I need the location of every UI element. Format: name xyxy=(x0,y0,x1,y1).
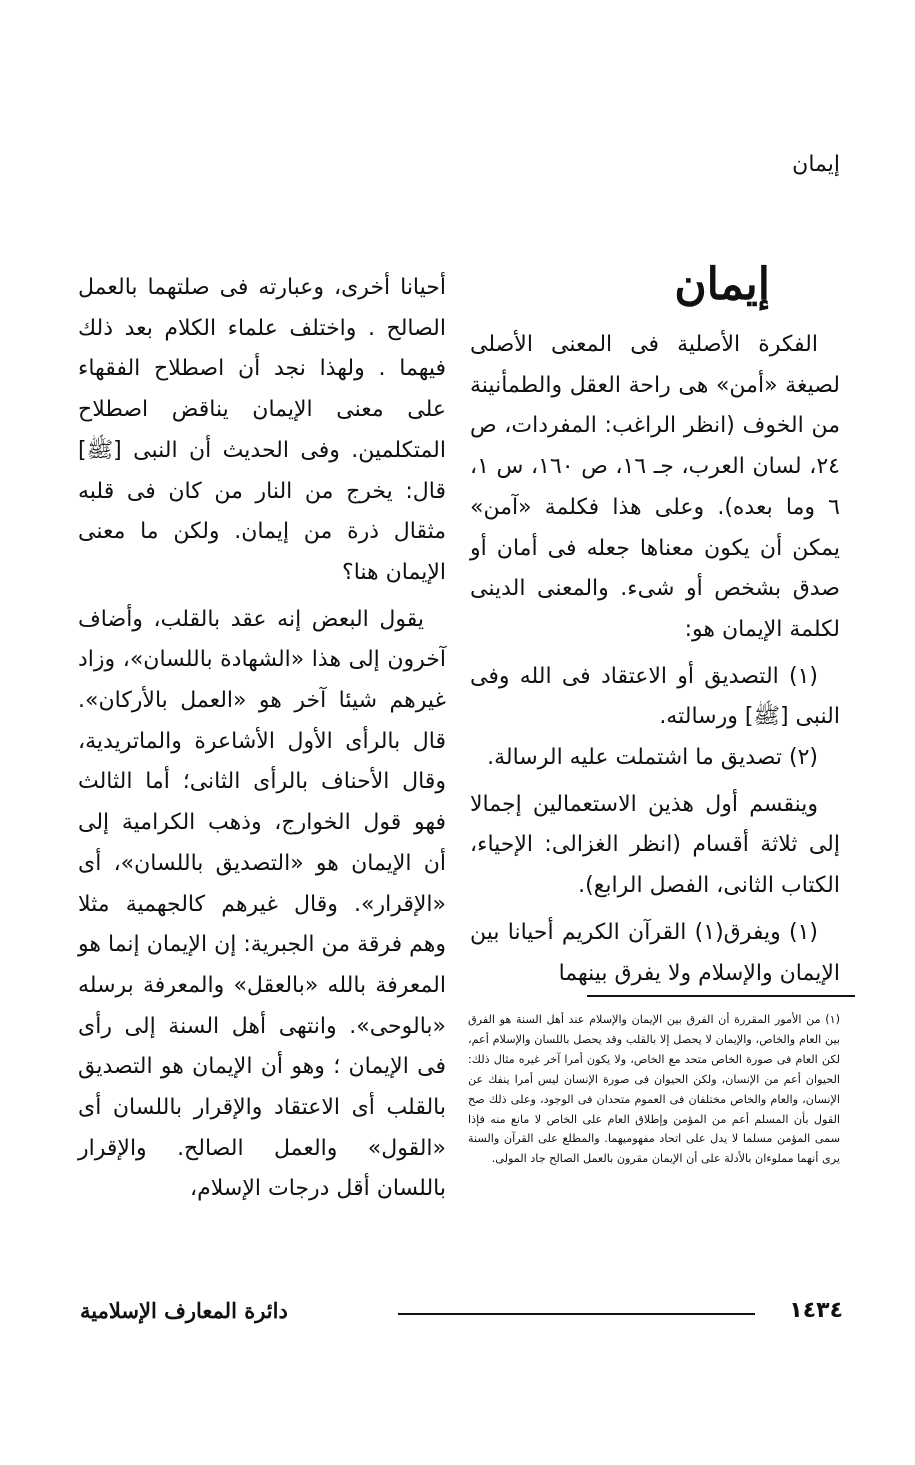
footnote-divider xyxy=(587,995,855,997)
paragraph: أحيانا أخرى، وعبارته فى صلتهما بالعمل الصالح . واختلف علماء الكلام بعد ذلك فيهما . ولهذا نجد أن اصطلاح الفقهاء على معنى الإيمان يناقض اصطلاح المتكلمين. وفى الحديث أن النبى [ﷺ] قال: يخرج من النار من كان فى قلبه مثقال ذرة من إيمان. ولكن ما معنى الإيمان هنا؟ xyxy=(78,275,446,585)
paragraph: (١) ويفرق(١) القرآن الكريم أحيانا بين الإيمان والإسلام ولا يفرق بينهما xyxy=(470,919,840,986)
paragraph: يقول البعض إنه عقد بالقلب، وأضاف آخرون إلى هذا «الشهادة باللسان»، وزاد غيرهم شيئا آخر هو «العمل بالأركان». قال بالرأى الأول الأشاعرة والماتريدية، وقال الأحناف بالرأى الثانى؛ أما الثالث فهو قول الخوارج، وذهب الكرامية إلى أن الإيمان هو «التصديق باللسان»، أى «الإقرار». وقال غيرهم كالجهمية مثلا وهم فرقة من الجبرية: إن الإيمان إنما هو المعرفة بالله «بالعقل» والمعرفة برسله «بالوحى». وانتهى أهل السنة إلى رأى فى الإيمان ؛ وهو أن الإيمان هو التصديق بالقلب أى الاعتقاد والإقرار باللسان أى «القول» والعمل الصالح. والإقرار باللسان أقل درجات الإسلام، xyxy=(78,606,446,1202)
footnote-text: (١) من الأمور المقررة أن الفرق بين الإيمان والإسلام عند أهل السنة هو الفرق بين العام والخاص، والإيمان لا يحصل إلا بالقلب وقد يحصل باللسان والإسلام أعم، لكن العام فى صورة الخاص متحد مع الخاص، ولا يكون أمرا آخر غيره مثال ذلك: الحيوان أعم من الإنسان، ولكن الحيوان فى صورة الإنسان ليس أمرا ينفك عن الإنسان، والعام والخاص مختلفان فى العموم متحدان فى الوجود، وعلى ذلك صح القول بأن المسلم أعم من المؤمن وإطلاق العام على الخاص لا مانع منه فإذا سمى المؤمن مسلما لا يدل على اتحاد مفهوميهما. والمطلع على القرآن والسنة يرى أنهما مملوءان بالأدلة على أن الإيمان مقرون بالعمل الصالح جاد المولى. xyxy=(468,1013,840,1166)
article-left-column xyxy=(78,268,446,1210)
running-head: إيمان xyxy=(792,152,840,177)
article-title: إيمان xyxy=(674,259,770,310)
paragraph: الفكرة الأصلية فى المعنى الأصلى لصيغة «أمن» هى راحة العقل والطمأنينة من الخوف (انظر الراغب: المفردات، ص ٢٤، لسان العرب، جـ ١٦، ص ١٦٠، س ١، ٦ وما بعده). وعلى هذا فكلمة «آمن» يمكن أن يكون معناها جعله فى أمان أو صدق بشخص أو شىء. والمعنى الدينى لكلمة الإيمان هو: xyxy=(470,332,840,642)
page-footer xyxy=(80,1298,843,1328)
footnote xyxy=(468,1010,840,1169)
paragraph: (١) التصديق أو الاعتقاد فى الله وفى النبى [ﷺ] ورسالته. xyxy=(470,663,840,730)
paragraph: (٢) تصديق ما اشتملت عليه الرسالة. xyxy=(487,745,818,771)
article-right-column xyxy=(470,255,840,994)
book-title: دائرة المعارف الإسلامية xyxy=(80,1298,288,1323)
paragraph: وينقسم أول هذين الاستعمالين إجمالا إلى ثلاثة أقسام (انظر الغزالى: الإحياء، الكتاب الثانى، الفصل الرابع). xyxy=(470,791,840,899)
footer-rule xyxy=(398,1313,755,1315)
page-number: ١٤٣٤ xyxy=(789,1298,843,1323)
